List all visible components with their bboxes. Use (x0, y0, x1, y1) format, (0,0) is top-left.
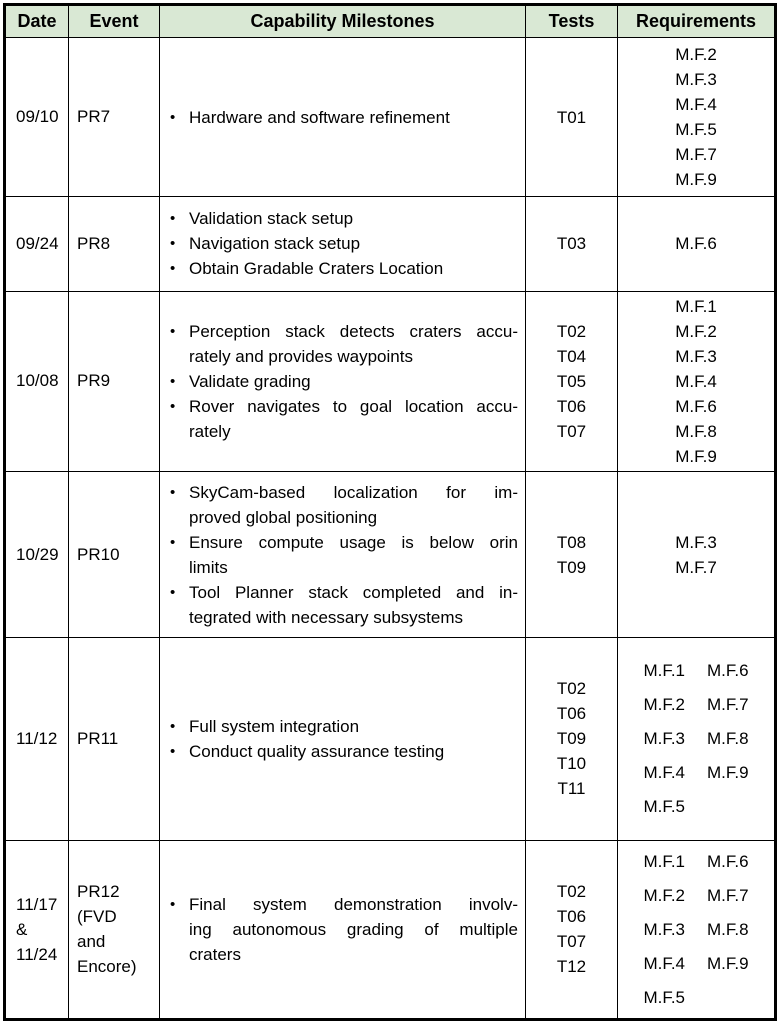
test-id: T04 (556, 346, 587, 366)
bullet-icon: • (170, 583, 176, 601)
bullet-icon: • (170, 742, 176, 760)
date-line: 11/24 (16, 944, 58, 964)
bullet-icon: • (170, 210, 176, 228)
tests-cell (526, 38, 618, 197)
milestone-bullet (170, 256, 518, 281)
test-id: T09 (556, 729, 587, 749)
milestone-line: Perception stack detects craters accu- (189, 321, 518, 341)
requirement-id: M.F.3 (643, 919, 685, 939)
requirements-grid (618, 660, 774, 817)
milestones-cell (160, 840, 526, 1019)
requirements-cell (618, 471, 776, 637)
header-requirements: Requirements (618, 5, 776, 38)
event-cell: PR7 (69, 38, 160, 197)
milestone-line: Full system integration (189, 716, 360, 736)
event-line: PR12 (77, 882, 120, 902)
requirements-cell (618, 638, 776, 840)
requirement-id: M.F.9 (675, 170, 717, 190)
date-cell: 10/08 (5, 291, 69, 471)
requirement-id: M.F.2 (643, 695, 685, 715)
tests-list (526, 231, 617, 256)
bullet-icon: • (170, 322, 176, 340)
milestone-bullet (170, 369, 518, 394)
milestone-line: Obtain Gradable Craters Location (189, 259, 444, 279)
test-id: T06 (556, 396, 587, 416)
requirement-id: M.F.1 (643, 851, 685, 871)
requirement-id: M.F.6 (675, 396, 717, 416)
test-id: T06 (556, 704, 587, 724)
requirement-id: M.F.9 (707, 953, 749, 973)
requirements-grid (618, 851, 774, 1008)
table-row (5, 840, 776, 1019)
bullet-icon: • (170, 235, 176, 253)
requirement-id: M.F.1 (643, 661, 685, 681)
requirement-id: M.F.9 (707, 763, 749, 783)
test-id: T06 (556, 907, 587, 927)
milestone-line: Tool Planner stack completed and in- (189, 582, 518, 602)
tests-cell (526, 291, 618, 471)
milestone-line: proved global positioning (189, 507, 378, 527)
requirement-id: M.F.3 (643, 729, 685, 749)
milestone-bullet (170, 231, 518, 256)
requirements-list (618, 530, 774, 580)
table-row (5, 638, 776, 840)
test-id: T09 (556, 557, 587, 577)
tests-list (526, 530, 617, 580)
milestones-cell (160, 197, 526, 291)
requirement-id: M.F.8 (675, 421, 717, 441)
milestone-line: Rover navigates to goal location accu- (189, 396, 518, 416)
requirement-id: M.F.4 (643, 953, 685, 973)
requirement-id: M.F.6 (675, 234, 717, 254)
milestone-line: craters (189, 944, 241, 964)
requirements-list (618, 42, 774, 192)
milestone-line: tegrated with necessary subsystems (189, 607, 464, 627)
milestone-line: Validate grading (189, 371, 311, 391)
milestone-bullet (170, 580, 518, 630)
test-id: T10 (556, 754, 587, 774)
milestone-line: Conduct quality assurance testing (189, 741, 445, 761)
milestones-cell (160, 38, 526, 197)
requirement-id: M.F.4 (675, 95, 717, 115)
milestone-line: rately and provides waypoints (189, 346, 413, 366)
test-id: T11 (557, 779, 586, 799)
test-id: T02 (556, 882, 587, 902)
bullet-icon: • (170, 397, 176, 415)
milestone-line: Hardware and software refinement (189, 107, 450, 127)
event-cell: PR9 (69, 291, 160, 471)
requirement-id: M.F.7 (707, 695, 749, 715)
requirement-id: M.F.5 (675, 120, 717, 140)
milestone-bullet (170, 714, 518, 739)
requirement-id: M.F.4 (675, 371, 717, 391)
requirement-id: M.F.8 (707, 919, 749, 939)
bullet-icon: • (170, 717, 176, 735)
requirement-id: M.F.6 (707, 661, 749, 681)
test-id: T12 (556, 957, 587, 977)
milestone-bullet (170, 739, 518, 764)
milestone-bullet (170, 480, 518, 530)
table-row (5, 197, 776, 291)
requirement-id: M.F.7 (675, 145, 717, 165)
tests-list (526, 676, 617, 801)
event-line: and (77, 932, 106, 952)
requirement-id: M.F.9 (675, 446, 717, 466)
test-id: T02 (556, 679, 587, 699)
requirements-list (618, 294, 774, 469)
bullet-icon: • (170, 895, 176, 913)
milestone-bullet (170, 394, 518, 444)
event-cell: PR10 (69, 471, 160, 637)
table-row (5, 471, 776, 637)
bullet-icon: • (170, 108, 176, 126)
event-cell: PR11 (69, 638, 160, 840)
requirements-cell (618, 197, 776, 291)
milestone-bullet (170, 530, 518, 580)
requirement-id: M.F.2 (675, 45, 717, 65)
milestone-line: ing autonomous grading of multiple (189, 919, 518, 939)
requirement-id: M.F.7 (675, 557, 717, 577)
requirement-id: M.F.2 (643, 885, 685, 905)
event-line: (FVD (77, 907, 117, 927)
milestone-bullet (170, 319, 518, 369)
milestone-line: Validation stack setup (189, 209, 354, 229)
header-capability-milestones: Capability Milestones (160, 5, 526, 38)
date-lines (16, 892, 66, 967)
requirement-id: M.F.6 (707, 851, 749, 871)
bullet-icon: • (170, 533, 176, 551)
test-id: T07 (556, 932, 587, 952)
header-tests: Tests (526, 5, 618, 38)
tests-list (526, 105, 617, 130)
test-id: T05 (556, 371, 587, 391)
requirements-list (618, 231, 774, 256)
header-event: Event (69, 5, 160, 38)
event-lines (77, 879, 157, 979)
requirement-id: M.F.8 (707, 729, 749, 749)
milestone-line: Navigation stack setup (189, 234, 361, 254)
requirement-id: M.F.1 (675, 296, 717, 316)
date-cell (5, 840, 69, 1019)
requirement-id: M.F.5 (643, 797, 685, 817)
tests-cell (526, 197, 618, 291)
requirement-id: M.F.3 (675, 70, 717, 90)
milestone-schedule-table (3, 3, 777, 1021)
tests-cell (526, 840, 618, 1019)
requirement-id: M.F.5 (643, 987, 685, 1007)
date-cell: 09/10 (5, 38, 69, 197)
tests-list (526, 319, 617, 444)
bullet-icon: • (170, 483, 176, 501)
event-cell (69, 840, 160, 1019)
test-id: T01 (556, 107, 587, 127)
requirements-cell (618, 38, 776, 197)
tests-list (526, 879, 617, 979)
test-id: T02 (556, 321, 587, 341)
header-date: Date (5, 5, 69, 38)
requirements-cell (618, 840, 776, 1019)
milestone-line: Final system demonstration involv- (189, 894, 518, 914)
tests-cell (526, 471, 618, 637)
requirement-id: M.F.3 (675, 532, 717, 552)
test-id: T07 (556, 421, 587, 441)
requirement-id: M.F.7 (707, 885, 749, 905)
event-cell: PR8 (69, 197, 160, 291)
test-id: T03 (556, 234, 587, 254)
header-row (5, 5, 776, 38)
requirements-cell (618, 291, 776, 471)
requirement-id: M.F.3 (675, 346, 717, 366)
milestone-line: limits (189, 557, 228, 577)
milestones-cell (160, 638, 526, 840)
milestone-bullet (170, 105, 518, 130)
date-line: 11/17 (16, 894, 58, 914)
table-row (5, 291, 776, 471)
table-row (5, 38, 776, 197)
test-id: T08 (556, 532, 587, 552)
date-cell: 09/24 (5, 197, 69, 291)
tests-cell (526, 638, 618, 840)
milestone-bullet (170, 206, 518, 231)
milestone-line: SkyCam-based localization for im- (189, 482, 518, 502)
milestone-bullet (170, 892, 518, 967)
requirement-id: M.F.2 (675, 321, 717, 341)
milestones-cell (160, 291, 526, 471)
event-line: Encore) (77, 957, 137, 977)
milestone-line: rately (189, 421, 231, 441)
bullet-icon: • (170, 260, 176, 278)
bullet-icon: • (170, 372, 176, 390)
requirement-id: M.F.4 (643, 763, 685, 783)
date-cell: 11/12 (5, 638, 69, 840)
date-line: & (16, 919, 28, 939)
milestone-line: Ensure compute usage is below orin (189, 532, 518, 552)
milestones-cell (160, 471, 526, 637)
date-cell: 10/29 (5, 471, 69, 637)
